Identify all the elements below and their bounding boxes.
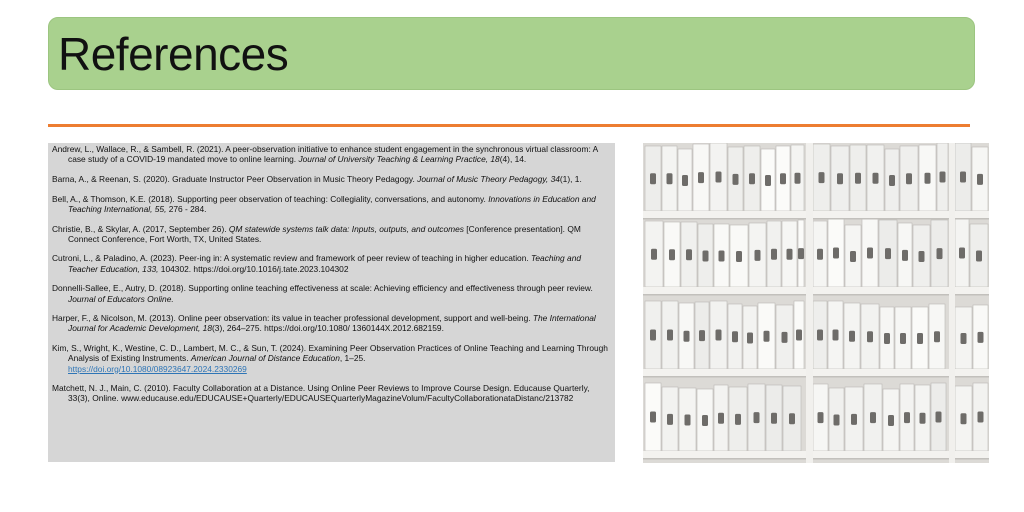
binder-finger-hole: [873, 173, 879, 184]
binder-finger-hole: [667, 173, 673, 184]
shelf-upright: [949, 143, 955, 463]
binder-finger-hole: [719, 250, 725, 261]
binder-finger-hole: [934, 331, 940, 342]
binder-finger-hole: [959, 248, 965, 259]
reference-item: [52, 174, 609, 184]
binder-shelves-image: [643, 143, 989, 463]
binder-finger-hole: [818, 412, 824, 423]
binder-finger-hole: [796, 330, 802, 341]
reference-text: Barna, A., & Reenan, S. (2020). Graduate Instructor Peer Observation in Music Theory Pedagogy.: [52, 173, 418, 184]
title-banner: [48, 17, 975, 90]
reference-journal: Journal of Music Theory Pedagogy, 34: [417, 173, 560, 184]
binder-finger-hole: [960, 172, 966, 183]
binder-finger-hole: [702, 415, 708, 426]
reference-journal: The International Journal for Academic Development, 18: [68, 313, 596, 334]
reference-journal: QM statewide systems talk data: Inputs, outputs, and outcomes: [228, 223, 464, 234]
reference-tail: (4), 14.: [499, 154, 527, 165]
binder-finger-hole: [703, 250, 709, 261]
binder-finger-hole: [904, 412, 910, 423]
binder-finger-hole: [867, 331, 873, 342]
reference-text: Harper, F., & Nicolson, M. (2013). Online peer observation: its value in teacher professional development, support and well-being.: [52, 313, 533, 324]
reference-tail: [Conference presentation]. QM Connect Conference, Fort Worth, TX, United States.: [68, 223, 581, 244]
reference-doi-link[interactable]: https://doi.org/10.1080/08923647.2024.2330269: [68, 363, 247, 374]
binder-finger-hole: [819, 172, 825, 183]
binder-finger-hole: [851, 414, 857, 425]
binder-finger-hole: [789, 413, 795, 424]
binder-finger-hole: [650, 330, 656, 341]
reference-text: Cutroni, L., & Paladino, A. (2023). Peer-ing in: A systematic review and framework of peer review of teaching in higher education.: [52, 253, 532, 264]
reference-item: [52, 383, 609, 403]
references-panel: [48, 143, 615, 462]
binder-finger-hole: [667, 330, 673, 341]
binder-finger-hole: [884, 333, 890, 344]
binder-finger-hole: [917, 333, 923, 344]
shelf-board: [643, 451, 989, 458]
reference-tail: (3), 264–275. https://doi.org/10.1080/ 1360144X.2012.682159.: [212, 323, 444, 334]
binder-finger-hole: [978, 332, 984, 343]
binder-finger-hole: [764, 331, 770, 342]
shelf-shadow: [643, 218, 989, 220]
binder-finger-hole: [732, 331, 738, 342]
binder-finger-hole: [754, 412, 760, 423]
binder-finger-hole: [920, 413, 926, 424]
reference-item: [52, 313, 609, 333]
binder-finger-hole: [817, 330, 823, 341]
binder-finger-hole: [682, 175, 688, 186]
binder-finger-hole: [716, 172, 722, 183]
binder-finger-hole: [747, 332, 753, 343]
binder-finger-hole: [833, 248, 839, 259]
reference-text: Matchett, N. J., Main, C. (2010). Faculty Collaboration at a Distance. Using Online Peer Reviews to Improve Course Design. Educause Quarterly, 33(3), Online. www.educause.edu/EDUCAUSE+Quarterly/EDUCAUSEQuarterlyMagazineVolum/FacultyCollaborationataDistanc/213782: [52, 383, 590, 404]
binder-finger-hole: [889, 175, 895, 186]
divider-line: [48, 124, 970, 127]
binder-finger-hole: [650, 173, 656, 184]
reference-text: Andrew, L., Wallace, R., & Sambell, R. (2021). A peer-observation initiative to enhance student engagement in the synchronous virtual classroom: A case study of a COVID-19 mandated move to online learning.: [52, 144, 598, 165]
reference-item: [52, 283, 609, 303]
binder-finger-hole: [855, 173, 861, 184]
binder-finger-hole: [733, 174, 739, 185]
binder-finger-hole: [817, 249, 823, 260]
reference-journal: Teaching and Teacher Education, 133,: [68, 253, 582, 274]
binder-finger-hole: [937, 248, 943, 259]
binder-finger-hole: [735, 414, 741, 425]
reference-item: [52, 194, 609, 214]
reference-journal: Journal of University Teaching & Learning Practice, 18: [298, 154, 500, 165]
binder-finger-hole: [906, 173, 912, 184]
reference-text: Bell, A., & Thomson, K.E. (2018). Supporting peer observation of teaching: Collegiality, conversations, and autonomy.: [52, 193, 489, 204]
shelf-shadow: [643, 294, 989, 296]
binder-finger-hole: [978, 412, 984, 423]
binder-finger-hole: [698, 172, 704, 183]
binder-finger-hole: [798, 248, 804, 259]
page-title: References: [58, 28, 289, 80]
binder-finger-hole: [976, 250, 982, 261]
binder-finger-hole: [888, 415, 894, 426]
reference-tail: 104302. https://doi.org/10.1016/j.tate.2023.104302: [158, 263, 349, 274]
reference-text: Christie, B., & Skylar, A. (2017, September 26).: [52, 223, 229, 234]
binder-finger-hole: [849, 331, 855, 342]
binder-finger-hole: [736, 251, 742, 262]
reference-journal: Innovations in Education and Teaching International, 55,: [68, 193, 596, 214]
shelf-board: [643, 287, 989, 294]
binder-finger-hole: [787, 249, 793, 260]
binder-finger-hole: [718, 413, 724, 424]
reference-journal: Journal of Educators Online.: [68, 293, 174, 304]
binder-finger-hole: [782, 332, 788, 343]
binder-finger-hole: [795, 173, 801, 184]
binder-finger-hole: [771, 413, 777, 424]
shelf-board: [643, 369, 989, 376]
reference-text: Kim, S., Wright, K., Westine, C. D., Lambert, M. C., & Sun, T. (2024). Examining Peer Observation Practices of Online Teaching and Learning Through Analysis of Existing Instruments.: [52, 343, 608, 364]
binder-finger-hole: [755, 250, 761, 261]
binder-finger-hole: [749, 173, 755, 184]
binder-finger-hole: [650, 412, 656, 423]
binder-finger-hole: [961, 413, 967, 424]
binder-finger-hole: [961, 333, 967, 344]
reference-item: [52, 224, 609, 244]
reference-item: [52, 144, 609, 164]
reference-item: [52, 253, 609, 273]
binder-finger-hole: [940, 172, 946, 183]
binder-finger-hole: [850, 251, 856, 262]
binder-finger-hole: [699, 330, 705, 341]
binder-finger-hole: [765, 175, 771, 186]
binder-finger-hole: [834, 414, 840, 425]
binder-finger-hole: [867, 248, 873, 259]
binder-finger-hole: [925, 173, 931, 184]
binder-finger-hole: [977, 174, 983, 185]
reference-text: Donnelli-Sallee, E., Autry, D. (2018). Supporting online teaching effectiveness at scale: Achieving efficiency and effectiveness through peer review.: [52, 283, 593, 294]
shelf-upright: [806, 143, 813, 463]
binder-finger-hole: [936, 412, 942, 423]
reference-tail: 276 - 284.: [166, 203, 207, 214]
binder-finger-hole: [837, 173, 843, 184]
shelf-shadow: [643, 458, 989, 460]
reference-item: [52, 343, 609, 374]
binder-finger-hole: [716, 330, 722, 341]
binder-finger-hole: [771, 249, 777, 260]
binder-finger-hole: [919, 251, 925, 262]
binder-finger-hole: [902, 250, 908, 261]
binder-finger-hole: [684, 331, 690, 342]
reference-journal: American Journal of Distance Education: [190, 353, 340, 364]
reference-tail: (1), 1.: [559, 173, 582, 184]
binder-finger-hole: [870, 412, 876, 423]
shelf-board: [643, 211, 989, 218]
binder-finger-hole: [833, 330, 839, 341]
binder-finger-hole: [900, 333, 906, 344]
binder-finger-hole: [651, 249, 657, 260]
binder-shelves-photo: [643, 143, 989, 463]
reference-tail: , 1–25.: [339, 353, 366, 364]
binder-finger-hole: [686, 249, 692, 260]
binder-finger-hole: [885, 248, 891, 259]
binder-finger-hole: [780, 173, 786, 184]
binder-finger-hole: [685, 414, 691, 425]
binder-finger-hole: [667, 414, 673, 425]
binder-finger-hole: [669, 249, 675, 260]
shelf-shadow: [643, 376, 989, 378]
